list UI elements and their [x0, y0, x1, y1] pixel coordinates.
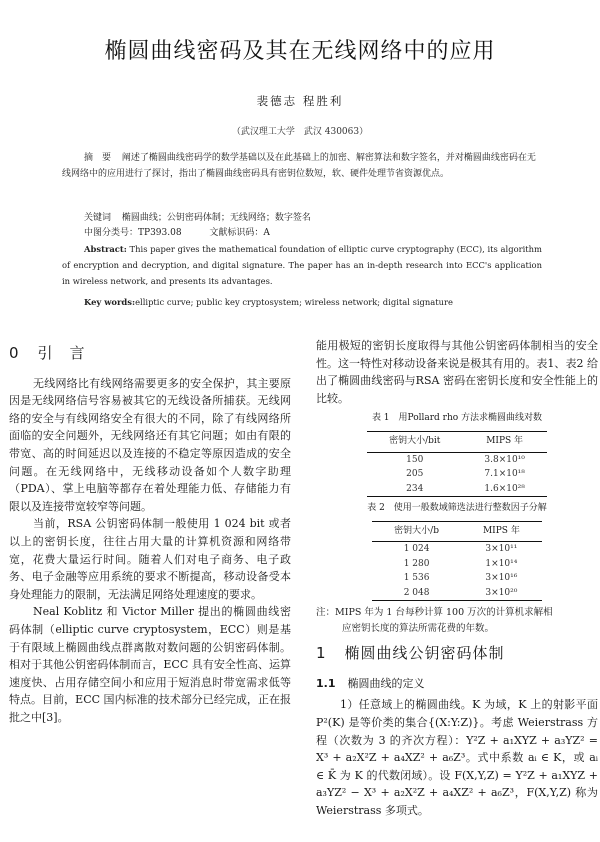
table-note-line1: 注：MIPS 年为 1 台每秒计算 100 万次的计算机求解相	[316, 607, 553, 619]
table-cell: 2 048	[372, 586, 461, 601]
class-value: TP393.08	[138, 228, 182, 238]
keywords-en-label: Key words:	[84, 297, 136, 307]
section-0-title: 引 言	[37, 344, 86, 362]
keywords-cn-label: 关键词	[84, 213, 112, 223]
table-row	[372, 586, 542, 601]
section-1-heading	[316, 645, 598, 663]
left-column	[9, 337, 291, 726]
authors: 裴德志 程胜利	[256, 94, 344, 108]
paragraph: 1）任意域上的椭圆曲线。K 为域，K 上的射影平面 P²(K) 是等价类的集合{(X:Y:Z)}。考虑 Weierstrass 方程（次数为 3 的齐次方程）：Y²Z + a₁XYZ + a₃YZ² = X³ + a₂X²Z + a₄XZ² + a₆Z³。式中系数 aᵢ ∈ K，或 aᵢ ∈ K̄ 为 K 的代数闭域）。设 F(X,Y,Z) = Y²Z + a₁XYZ + a₃YZ² − X³ + a₂X²Z + a₄XZ² + a₆Z³，F(X,Y,Z) 称为 Weierstrass 多项式。	[316, 698, 598, 817]
subsection-1-1-number: 1.1	[316, 676, 336, 690]
paragraph: 当前，RSA 公钥密码体制一般使用 1 024 bit 或者以上的密钥长度，往往占用大量的计算机资源和网络带宽，花费大量运行时间。随着人们对电子商务、电子政务、电子金融等应用系统的要求不断提高，移动设备受本身处理能力的限制，无法满足网络处理速度的要求。	[9, 517, 291, 601]
table-cell: 1.6×10²⁸	[462, 482, 547, 497]
table-row	[372, 542, 542, 557]
table-row	[367, 467, 547, 482]
doc-label: 文献标识码：	[209, 228, 264, 238]
section-1-number: 1	[316, 644, 327, 663]
section-0-heading	[9, 345, 291, 363]
doc-value: A	[263, 228, 270, 238]
table-cell: 7.1×10¹⁸	[484, 469, 525, 480]
table-row	[372, 571, 542, 586]
table1	[367, 431, 547, 497]
classification	[84, 225, 270, 238]
affiliation: （武汉理工大学 武汉 430063）	[231, 127, 369, 137]
abstract-en-text: This paper gives the mathematical foundation of elliptic curve cryptography (ECC), its algorithm of encryption and decryption, and digital signature. The paper has an in-depth research into ECC's application in wireless network, and presents its advantages.	[62, 244, 542, 286]
class-label: 中图分类号：	[84, 228, 139, 238]
table-cell: 1 024	[403, 544, 430, 555]
table2-header: MIPS 年	[461, 521, 542, 542]
paragraph: 无线网络比有线网络需要更多的安全保护，其主要原因是无线网络信号容易被其它的无线设备所捕获。无线网络的安全与有线网络安全有很大的不同，除了有线网络所面临的安全问题外，无线网络还有其它问题；如由有限的带宽、高的时间延迟以及连接的不稳定等原因造成的安全问题。在无线网络中，无线移动设备如个人数字助理（PDA）、掌上电脑等都存在着处理能力低、存储能力有限以及连接带宽较窄等问题。	[9, 376, 291, 513]
table-cell: 3×10²⁰	[461, 586, 542, 601]
table-cell: 1×10¹⁴	[485, 558, 518, 569]
subsection-1-1-heading	[316, 675, 598, 693]
paper-title: 椭圆曲线密码及其在无线网络中的应用	[104, 39, 496, 64]
section-0-number: 0	[9, 344, 20, 362]
table1-header: 密钥大小/bit	[367, 431, 462, 452]
table-cell: 3.8×10¹⁰	[484, 454, 525, 465]
table-cell: 3×10¹¹	[485, 544, 518, 555]
table1-header: MIPS 年	[462, 431, 547, 452]
table-row	[372, 557, 542, 572]
abstract-cn-label: 摘 要	[84, 153, 112, 163]
table-row	[367, 452, 547, 467]
keywords-en-text: elliptic curve; public key cryptosystem; wireless network; digital signature	[135, 297, 454, 307]
paragraph: Neal Koblitz 和 Victor Miller 提出的椭圆曲线密码体制（elliptic curve cryptosystem，ECC）则是基于有限域上椭圆曲线点群离散对数问题的公钥密码体制。相对于其他公钥密码体制而言，ECC 具有安全性高、运算速度快、占用存储空间小和应用于短消息时带宽需求低等特点。目前，ECC 国内标准的技术部分已经完成，正在报批之中[3]。	[9, 605, 291, 724]
table-row	[367, 482, 547, 497]
table-cell: 3×10¹⁶	[485, 573, 518, 584]
table2-header: 密钥大小/b	[372, 521, 461, 542]
section-1-title: 椭圆曲线公钥密码体制	[344, 644, 505, 663]
keywords-cn-text: 椭圆曲线；公钥密码体制；无线网络；数字签名	[121, 213, 311, 223]
abstract-en	[62, 241, 542, 289]
subsection-1-1-title: 椭圆曲线的定义	[347, 676, 425, 690]
paragraph: 能用极短的密钥长度取得与其他公钥密码体制相当的安全性。这一特性对移动设备来说是极其有用的。表1、表2 给出了椭圆曲线密码与RSA 密码在密钥长度和安全性能上的比较。	[316, 339, 598, 405]
abstract-en-label: Abstract:	[84, 244, 127, 254]
table2-caption: 表 2 使用一般数域筛选法进行整数因子分解	[367, 503, 547, 514]
table-cell: 150	[406, 454, 424, 465]
keywords-en	[84, 297, 453, 307]
keywords-cn	[84, 210, 311, 223]
table-cell: 1 536	[403, 573, 430, 584]
table-note-line2: 应密钥长度的算法所需花费的年数。	[342, 623, 495, 635]
right-column	[316, 337, 598, 820]
table2	[372, 521, 542, 602]
abstract-cn-text: 阐述了椭圆曲线密码学的数学基础以及在此基础上的加密、解密算法和数字签名，并对椭圆曲线密码在无线网络中的应用进行了探讨，指出了椭圆曲线密码具有密钥位数短，软、硬件处理节省资源优点。	[62, 153, 536, 179]
table1-caption: 表 1 用Pollard rho 方法求椭圆曲线对数	[371, 413, 543, 424]
table-note	[316, 605, 598, 637]
table-cell: 234	[367, 482, 462, 497]
table-cell: 1 280	[403, 558, 430, 569]
abstract-cn	[62, 151, 542, 182]
table-cell: 205	[406, 469, 424, 480]
